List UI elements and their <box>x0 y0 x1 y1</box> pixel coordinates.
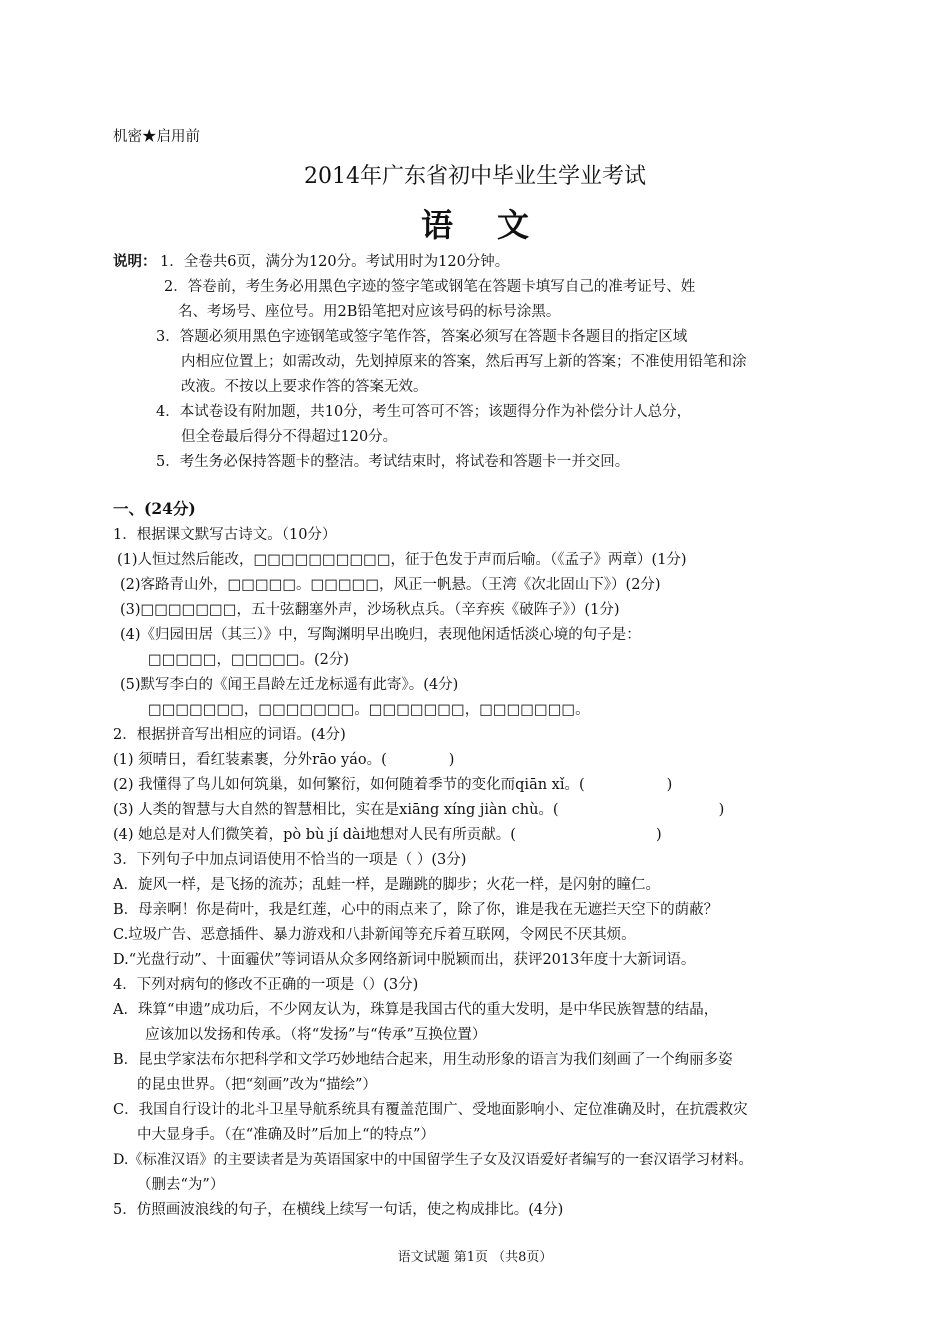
question-line: 2．根据拼音写出相应的词语。(4分) <box>113 727 346 743</box>
option-line: B．昆虫学家法布尔把科学和文学巧妙地结合起来，用生动形象的语言为我们刻画了一个绚丽多姿 <box>113 1052 733 1068</box>
question-line: (4)《归园田居（其三）》中，写陶渊明早出晚归，表现他闲适恬淡心境的句子是： <box>120 627 641 643</box>
question-line: (1)人恒过然后能改，□□□□□□□□□□，征于色发于声而后喻。（《孟子》两章）(1分) <box>117 552 687 568</box>
section-heading: 一、(24分) <box>113 499 196 518</box>
instruction-line: 改液。不按以上要求作答的答案无效。 <box>181 379 428 395</box>
option-line: A．珠算“申遗”成功后，不少网友认为，珠算是我国古代的重大发明，是中华民族智慧的结晶， <box>113 1002 719 1018</box>
pinyin-question-text: (4) 她总是对人们微笑着，pò bù jí dài地想对人民有所贡献。( <box>113 827 516 843</box>
pinyin-question <box>113 801 724 819</box>
question-line: □□□□□，□□□□□。(2分) <box>148 652 350 668</box>
instruction-line: 1．全卷共6页，满分为120分。考试用时为120分钟。 <box>160 254 510 270</box>
exam-title: 2014年广东省初中毕业生学业考试 <box>304 164 646 189</box>
option-line: A．旋风一样，是飞扬的流苏；乱蛙一样，是蹦跳的脚步；火花一样，是闪射的瞳仁。 <box>113 877 660 893</box>
option-line: 的昆虫世界。（把“刻画”改为“描绘”） <box>137 1077 377 1093</box>
pinyin-question <box>113 776 672 794</box>
pinyin-question <box>113 751 454 769</box>
close-paren: ) <box>718 802 725 818</box>
instruction-line: 名、考场号、座位号。用2B铅笔把对应该号码的标号涂黑。 <box>178 304 561 320</box>
question-line: (5)默写李白的《闻王昌龄左迁龙标遥有此寄》。(4分) <box>120 677 459 693</box>
confidential-mark: 机密★启用前 <box>113 129 200 145</box>
question-line: 1．根据课文默写古诗文。（10分） <box>113 527 337 543</box>
option-line: C．我国自行设计的北斗卫星导航系统具有覆盖范围广、受地面影响小、定位准确及时，在抗震救灾 <box>113 1102 748 1118</box>
option-line: B．母亲啊！你是荷叶，我是红莲，心中的雨点来了，除了你，谁是我在无遮拦天空下的荫蔽？ <box>113 902 719 918</box>
question-line: □□□□□□□，□□□□□□□。□□□□□□□，□□□□□□□。 <box>148 702 590 718</box>
pinyin-question <box>113 826 662 844</box>
instruction-line: 2．答卷前，考生务必用黑色字迹的签字笔或钢笔在答题卡填写自己的准考证号、姓 <box>164 279 696 295</box>
page-footer: 语文试题 第1页 （共8页） <box>397 1250 553 1265</box>
question-line: (2)客路青山外，□□□□□。□□□□□，风正一帆悬。（王湾《次北固山下》）(2分) <box>120 577 661 593</box>
instructions-label: 说明： <box>113 253 157 270</box>
instruction-line: 3．答题必须用黑色字迹钢笔或签字笔作答，答案必须写在答题卡各题目的指定区域 <box>156 329 688 345</box>
close-paren: ) <box>666 777 673 793</box>
option-line: C.垃圾广告、恶意插件、暴力游戏和八卦新闻等充斥着互联网，令网民不厌其烦。 <box>113 927 636 943</box>
instruction-line: 4．本试卷设有附加题，共10分，考生可答可不答；该题得分作为补偿分计人总分， <box>156 404 692 420</box>
pinyin-question-text: (1) 须晴日，看红装素裹，分外rāo yáo。( <box>113 752 387 768</box>
option-line: D.“光盘行动”、十面霾伏”等词语从众多网络新词中脱颖而出，获评2013年度十大新词语。 <box>113 952 696 968</box>
option-line: D.《标准汉语》的主要读者是为英语国家中的中国留学生子女及汉语爱好者编写的一套汉语学习材料。 <box>113 1152 753 1168</box>
option-line: （删去“为”） <box>137 1177 225 1193</box>
close-paren: ) <box>448 752 455 768</box>
option-line: 中大显身手。（在“准确及时”后加上“的特点”） <box>137 1127 435 1143</box>
question-line: 3．下列句子中加点词语使用不恰当的一项是（ ）(3分) <box>113 852 467 868</box>
question-line: (3)□□□□□□□，五十弦翻塞外声，沙场秋点兵。（辛弃疾《破阵子》）(1分) <box>120 602 620 618</box>
instruction-line: 5．考生务必保持答题卡的整洁。考试结束时，将试卷和答题卡一并交回。 <box>156 454 630 470</box>
pinyin-question-text: (2) 我懂得了鸟儿如何筑巢，如何繁衍，如何随着季节的变化而qiān xǐ。( <box>113 777 585 793</box>
question-line: 4．下列对病句的修改不正确的一项是（）(3分) <box>113 977 419 993</box>
instruction-line: 但全卷最后得分不得超过120分。 <box>181 429 398 445</box>
instruction-line: 内相应位置上；如需改动，先划掉原来的答案，然后再写上新的答案；不准使用铅笔和涂 <box>181 354 747 370</box>
subject-title: 语文 <box>420 206 573 244</box>
option-line: 应该加以发扬和传承。（将“发扬”与“传承”互换位置） <box>145 1027 487 1043</box>
question-line: 5．仿照画波浪线的句子，在横线上续写一句话，使之构成排比。(4分) <box>113 1202 564 1218</box>
pinyin-question-text: (3) 人类的智慧与大自然的智慧相比，实在是xiāng xíng jiàn chù。( <box>113 802 559 818</box>
close-paren: ) <box>655 827 662 843</box>
